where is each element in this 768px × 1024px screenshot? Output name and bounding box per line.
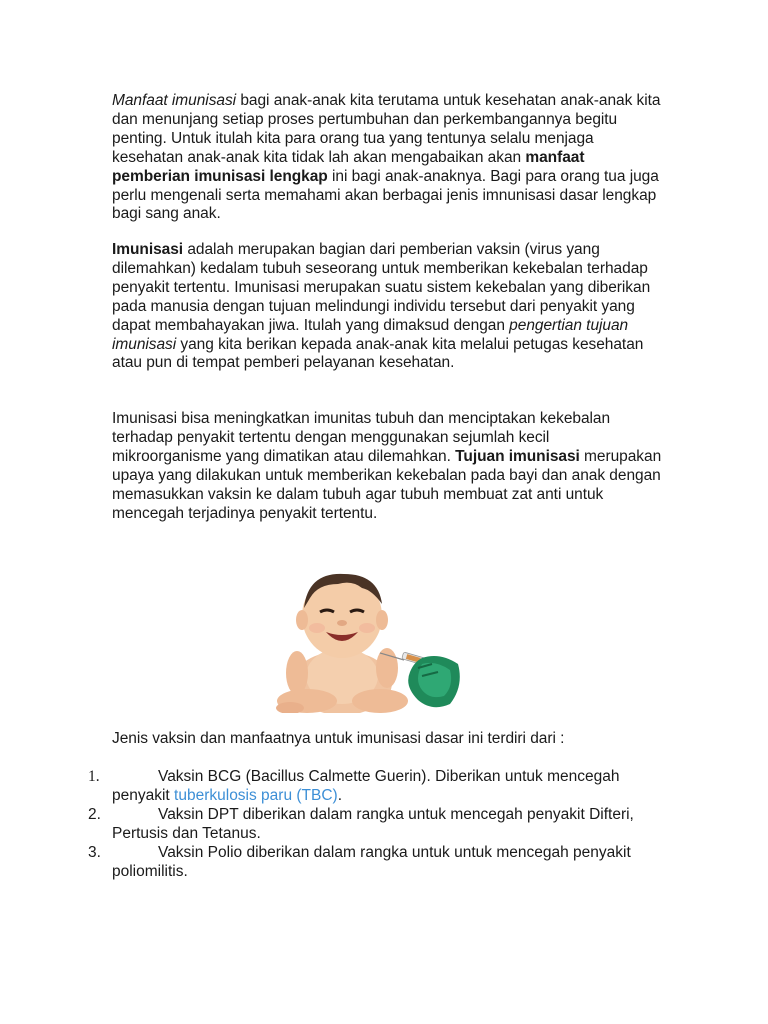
term-imunisasi: Imunisasi: [112, 241, 184, 258]
vaccine-list: [88, 768, 668, 881]
list-number: 3.: [88, 843, 101, 861]
list-item: [88, 844, 668, 882]
paragraph-text: yang kita berikan kepada anak-anak kita melalui petugas kesehatan atau pun di tempat pemberi pelayanan kesehatan.: [112, 335, 644, 372]
paragraph-manfaat-imunisasi: [112, 92, 662, 224]
list-number: 2.: [88, 805, 101, 823]
vaccine-text: Vaksin BCG (Bacillus Calmette Guerin). Diberikan untuk mencegah penyakit: [112, 768, 620, 804]
paragraph-text: adalah merupakan bagian dari pemberian vaksin (virus yang dilemahkan) kedalam tubuh seseorang untuk memberikan kekebalan terhadap penyakit tertentu. Imunisasi merupakan suatu sistem kekebalan yang diberikan pada manusia dengan tujuan melindungi individu tersebut dari penyakit yang dapat membahayakan jiwa. Itulah yang dimaksud dengan: [112, 241, 651, 334]
paragraph-tujuan-imunisasi: [112, 410, 662, 523]
term-manfaat-pemberian: manfaat pemberian imunisasi lengkap: [112, 148, 585, 185]
paragraph-text: merupakan upaya yang dilakukan untuk memberikan kekebalan pada bayi dan anak dengan memasukkan vaksin ke dalam tubuh agar tubuh membuat zat anti untuk mencegah terjadinya penyakit tertentu.: [112, 447, 662, 522]
list-item: [88, 768, 668, 806]
list-number: 1.: [88, 768, 100, 785]
term-pengertian-tujuan: pengertian tujuan imunisasi: [112, 316, 629, 353]
list-item: [88, 806, 668, 844]
term-manfaat-imunisasi: Manfaat imunisasi: [112, 92, 237, 109]
paragraph-definisi-imunisasi: [112, 241, 662, 373]
list-intro: Jenis vaksin dan manfaatnya untuk imunisasi dasar ini terdiri dari :: [112, 730, 565, 747]
baby-figure: [276, 574, 408, 713]
baby-vaccine-illustration: [272, 568, 462, 713]
paragraph-text: ini bagi anak-anaknya. Bagi para orang tua juga perlu mengenali serta memahami akan berbagai jenis imnunisasi dasar lengkap bagi sang anak.: [112, 167, 659, 223]
tbc-link[interactable]: tuberkulosis paru (TBC): [174, 786, 338, 804]
vaccine-text: Vaksin Polio diberikan dalam rangka untuk untuk mencegah penyakit poliomilitis.: [112, 843, 631, 880]
vaccine-text: Vaksin DPT diberikan dalam rangka untuk mencegah penyakit Difteri, Pertusis dan Tetanus.: [112, 805, 634, 842]
gloved-hand-icon: [408, 656, 460, 707]
paragraph-text: bagi anak-anak kita terutama untuk kesehatan anak-anak kita dan menunjang setiap proses pertumbuhan dan perkembangannya begitu penting. Untuk itulah kita para orang tua yang tentunya selalu menjaga kesehatan anak-anak kita tidak lah akan mengabaikan akan: [112, 92, 661, 166]
paragraph-text: Imunisasi bisa meningkatkan imunitas tubuh dan menciptakan kekebalan terhadap penyakit tertentu dengan menggunakan sejumlah kecil mikroorganisme yang dimatikan atau dilemahkan.: [112, 410, 611, 465]
vaccine-text: .: [337, 786, 343, 804]
term-tujuan-imunisasi: Tujuan imunisasi: [455, 447, 580, 465]
